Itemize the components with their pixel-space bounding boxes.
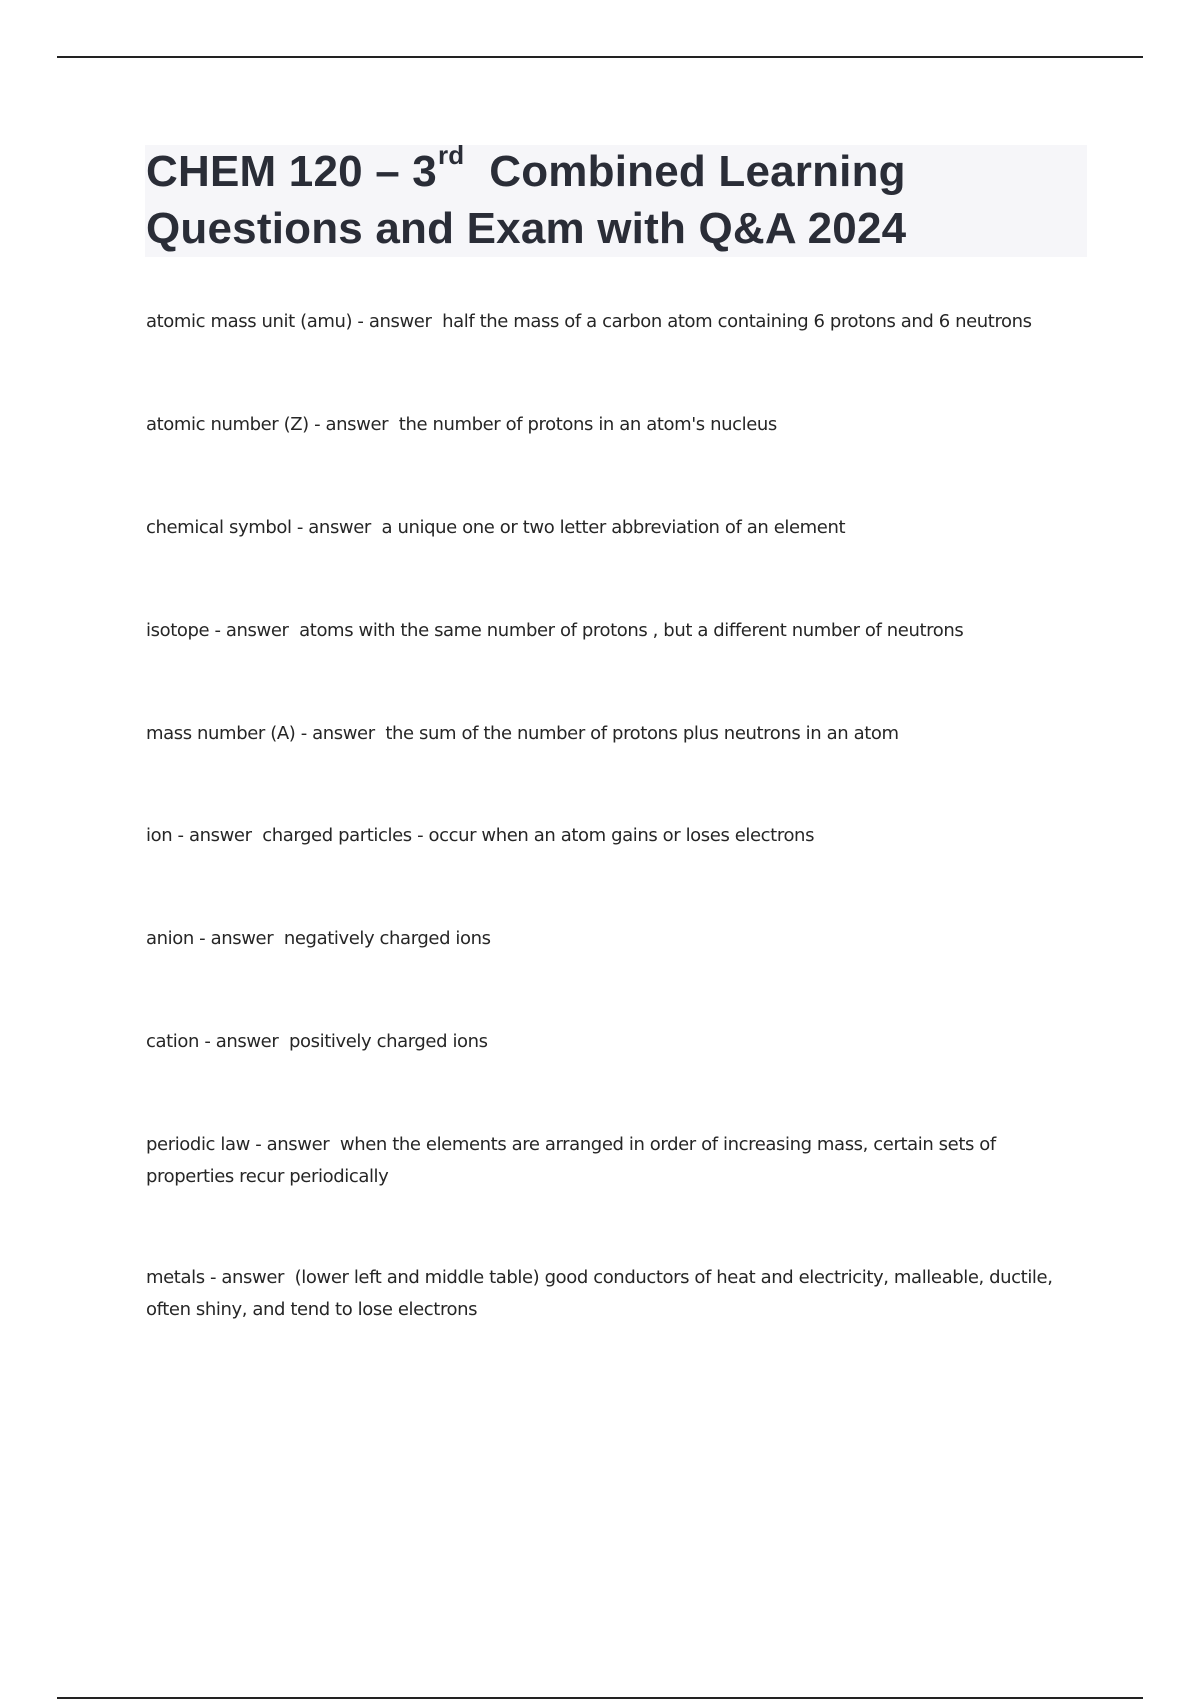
qa-entry (146, 409, 1086, 441)
document-title (146, 140, 907, 257)
qa-entry-text: ion - answer charged particles - occur when an atom gains or loses electrons (146, 825, 815, 846)
qa-entry (146, 820, 1086, 852)
qa-entry-text: cation - answer positively charged ions (146, 1031, 488, 1052)
qa-entry (146, 615, 1086, 647)
qa-entry (146, 718, 1086, 750)
qa-entry (146, 923, 1086, 955)
title-line2: Questions and Exam with Q&A 2024 (146, 204, 907, 253)
qa-entry-text: atomic number (Z) - answer the number of protons in an atom's nucleus (146, 414, 777, 435)
qa-entry (146, 1026, 1086, 1058)
qa-entry-text: mass number (A) - answer the sum of the number of protons plus neutrons in an atom (146, 723, 899, 744)
qa-entry (146, 306, 1086, 338)
qa-entry-text: metals - answer (lower left and middle table) good conductors of heat and electricity, malleable, ductile, often shiny, and tend to lose electrons (146, 1267, 1058, 1320)
qa-entry-text: periodic law - answer when the elements are arranged in order of increasing mass, certain sets of properties recur periodically (146, 1134, 1002, 1187)
qa-entry (146, 512, 1086, 544)
title-line1-suffix: Combined Learning (464, 147, 906, 196)
footer-rule (57, 1697, 1143, 1699)
qa-entry-text: atomic mass unit (amu) - answer half the mass of a carbon atom containing 6 protons and 6 neutrons (146, 311, 1032, 332)
qa-entry-text: chemical symbol - answer a unique one or two letter abbreviation of an element (146, 517, 846, 538)
header-rule (57, 56, 1143, 58)
title-line1-prefix: CHEM 120 – 3 (146, 147, 437, 196)
qa-entry-text: anion - answer negatively charged ions (146, 928, 491, 949)
qa-entry (146, 1262, 1086, 1326)
qa-entry-text: isotope - answer atoms with the same number of protons , but a different number of neutrons (146, 620, 964, 641)
qa-entry (146, 1129, 1086, 1193)
title-superscript: rd (437, 140, 465, 171)
